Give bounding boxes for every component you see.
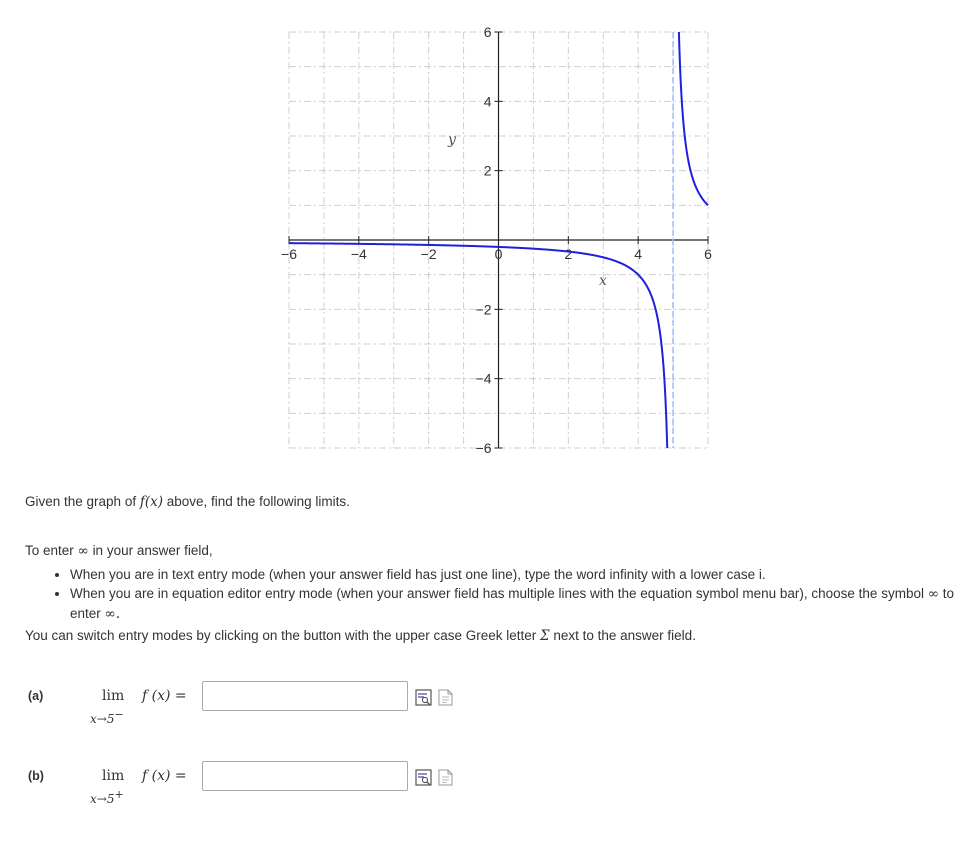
- x-axis-label: x: [599, 273, 607, 289]
- switch-mode-text-end: next to the answer field.: [553, 628, 696, 643]
- prompt-function: f: [139, 494, 145, 510]
- curve-left-branch: [289, 243, 667, 448]
- instruction-text-mode-text: When you are in text entry mode (when your answer field has just one line), type the word infinity with a lower case i.: [70, 567, 766, 582]
- curve-right-branch: [679, 32, 708, 205]
- lim-subscript: [90, 708, 124, 726]
- instructions-heading-text-end: in your answer field,: [92, 543, 213, 558]
- document-icon[interactable]: [437, 769, 454, 786]
- part-a-answer-input[interactable]: [202, 681, 408, 711]
- infinity-symbol-end: ∞.: [104, 606, 121, 622]
- y-tick-label: −6: [475, 440, 492, 456]
- y-tick-label: 2: [483, 162, 492, 179]
- x-tick-label: −2: [420, 246, 437, 262]
- infinity-symbol: ∞: [77, 543, 89, 559]
- y-axis-label: y: [448, 132, 456, 148]
- y-tick-label: 4: [483, 93, 492, 110]
- prompt-text-before: Given the graph of: [25, 494, 137, 509]
- sigma-symbol: Σ: [540, 628, 550, 644]
- infinity-symbol: ∞: [927, 586, 939, 602]
- prompt-variable: (x): [144, 494, 163, 510]
- lim-side: −: [114, 708, 124, 721]
- part-a-label: (a): [28, 689, 44, 703]
- document-icon[interactable]: [437, 689, 454, 706]
- y-tick-label: −2: [475, 301, 492, 318]
- lim-approach: x→5: [90, 712, 115, 726]
- y-tick-label: 6: [483, 24, 492, 40]
- instructions-heading-text: To enter: [25, 543, 74, 558]
- x-tick-label: −4: [350, 246, 367, 262]
- equation-editor-icon[interactable]: [415, 769, 432, 786]
- prompt-text-after: above, find the following limits.: [166, 494, 350, 509]
- part-b-label: (b): [28, 769, 44, 783]
- switch-mode-text: You can switch entry modes by clicking on the button with the upper case Greek letter: [25, 628, 537, 643]
- instruction-equation-mode: [70, 584, 973, 624]
- instructions-list: [52, 565, 973, 624]
- lim-word: lim: [102, 768, 125, 784]
- lim-approach: x→5: [90, 792, 115, 806]
- x-tick-label: 4: [634, 246, 643, 262]
- instruction-text-mode: [70, 565, 973, 584]
- part-b-answer-input[interactable]: [202, 761, 408, 791]
- switch-mode-note: [25, 626, 696, 646]
- instructions-heading: [25, 541, 213, 561]
- lim-word: lim: [102, 688, 125, 704]
- x-tick-label: 6: [704, 246, 712, 262]
- x-tick-label: 0: [494, 246, 503, 262]
- instruction-equation-mode-text-mid: to enter: [70, 586, 955, 621]
- equation-editor-icon[interactable]: [415, 689, 432, 706]
- question-prompt: [25, 492, 350, 512]
- instruction-equation-mode-text: When you are in equation editor entry mode (when your answer field has multiple lines with the equation symbol menu bar), choose the symbol: [70, 586, 924, 601]
- lim-function: f (x) =: [142, 688, 187, 704]
- x-tick-label: −6: [281, 246, 297, 262]
- lim-side: +: [114, 788, 124, 801]
- x-tick-label: 2: [564, 246, 573, 262]
- lim-subscript: [90, 788, 124, 806]
- lim-function: f (x) =: [142, 768, 187, 784]
- y-tick-label: −4: [475, 370, 492, 387]
